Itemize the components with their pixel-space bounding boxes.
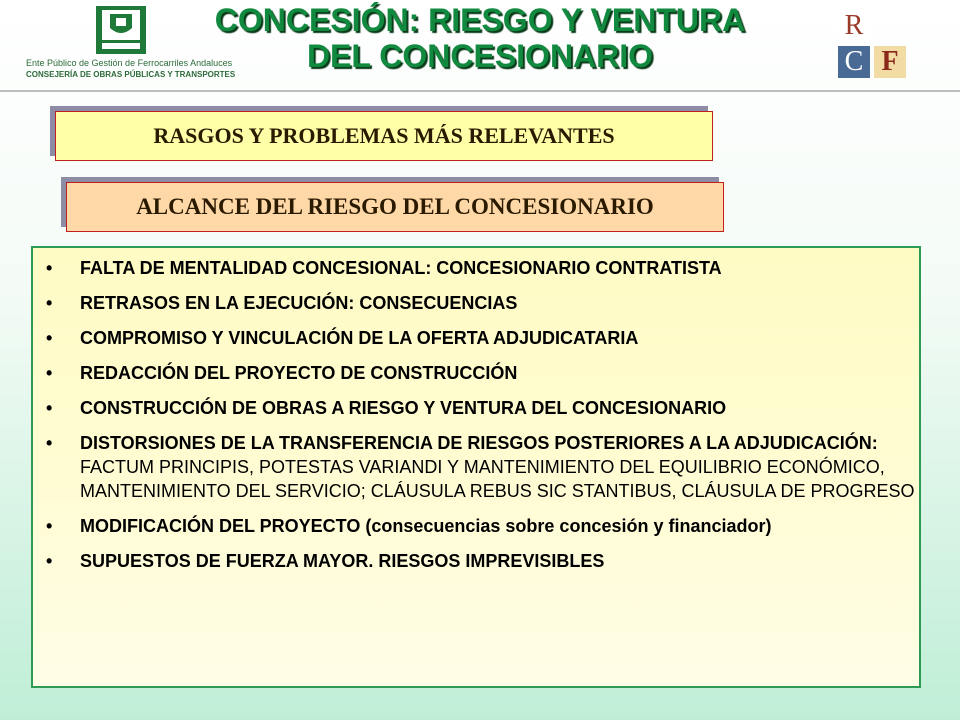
list-item [42, 431, 922, 503]
page-title [160, 2, 800, 74]
bullet-text: FALTA DE MENTALIDAD CONCESIONAL: CONCESIONARIO CONTRATISTA [80, 258, 722, 278]
bullet-text: COMPROMISO Y VINCULACIÓN DE LA OFERTA ADJUDICATARIA [80, 328, 639, 348]
bullet-text-detail: FACTUM PRINCIPIS, POTESTAS VARIANDI Y MANTENIMIENTO DEL EQUILIBRIO ECONÓMICO, MANTENIMIENTO DEL SERVICIO; CLÁUSULA REBUS SIC STANTIBUS, CLÁUSULA DE PROGRESO [80, 457, 915, 501]
list-item [42, 361, 922, 385]
bullet-list [42, 256, 922, 584]
section-box-rasgos: RASGOS Y PROBLEMAS MÁS RELEVANTES [55, 111, 713, 161]
rcf-letter-f: F [874, 46, 906, 78]
coat-of-arms-icon [96, 6, 146, 54]
list-item [42, 326, 922, 350]
bullet-text: DISTORSIONES DE LA TRANSFERENCIA DE RIESGOS POSTERIORES A LA ADJUDICACIÓN: [80, 433, 878, 453]
header-divider [0, 90, 960, 92]
page-title-line1: CONCESIÓN: RIESGO Y VENTURA [214, 2, 746, 38]
list-item [42, 514, 922, 538]
logo-text-consejeria: CONSEJERÍA DE OBRAS PÚBLICAS Y TRANSPORTES [26, 70, 236, 79]
bullet-text: REDACCIÓN DEL PROYECTO DE CONSTRUCCIÓN [80, 363, 518, 383]
logo-text-ente: Ente Público de Gestión de Ferrocarriles Andaluces [26, 58, 233, 68]
list-item [42, 291, 922, 315]
bullet-text: SUPUESTOS DE FUERZA MAYOR. RIESGOS IMPREVISIBLES [80, 551, 605, 571]
rcf-letter-r: R [838, 10, 870, 42]
list-item [42, 549, 922, 573]
bullet-text: RETRASOS EN LA EJECUCIÓN: CONSECUENCIAS [80, 293, 518, 313]
list-item [42, 396, 922, 420]
section-box-alcance: ALCANCE DEL RIESGO DEL CONCESIONARIO [66, 182, 724, 232]
list-item [42, 256, 922, 280]
bullet-text: MODIFICACIÓN DEL PROYECTO (consecuencias sobre concesión y financiador) [80, 516, 772, 536]
page-title-line2: DEL CONCESIONARIO [306, 38, 654, 74]
rcf-logo [836, 8, 908, 82]
rcf-letter-c: C [838, 46, 870, 78]
bullet-text: CONSTRUCCIÓN DE OBRAS A RIESGO Y VENTURA DEL CONCESIONARIO [80, 398, 727, 418]
